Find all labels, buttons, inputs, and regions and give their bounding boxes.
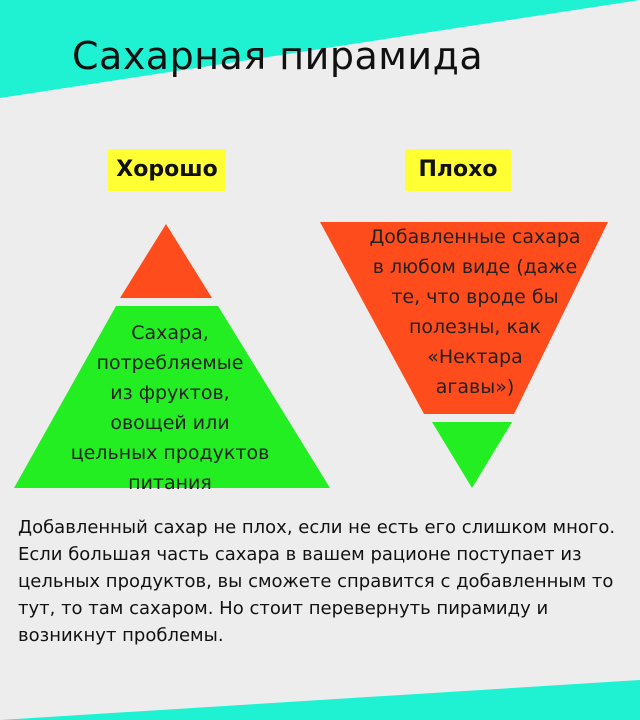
description-text: Добавленный сахар не плох, если не есть его слишком много. Если большая часть сахара в вашем рационе поступает из цельных продуктов, вы сможете справится с добавленным то тут, то там сахаром. Но стоит перевернуть пирамиду и возникнут проблемы. [18,517,616,646]
bad-label: Плохо [405,149,511,191]
bad-pyramid-text: Добавленные сахара в любом виде (даже те, что вроде бы полезны, как «Нектара агавы») [369,226,581,398]
good-pyramid-text: Сахара, потребляемые из фруктов, овощей или цельных продуктов питания [70,322,270,494]
page-title: Сахарная пирамида [72,34,484,78]
good-label: Хорошо [108,149,226,191]
